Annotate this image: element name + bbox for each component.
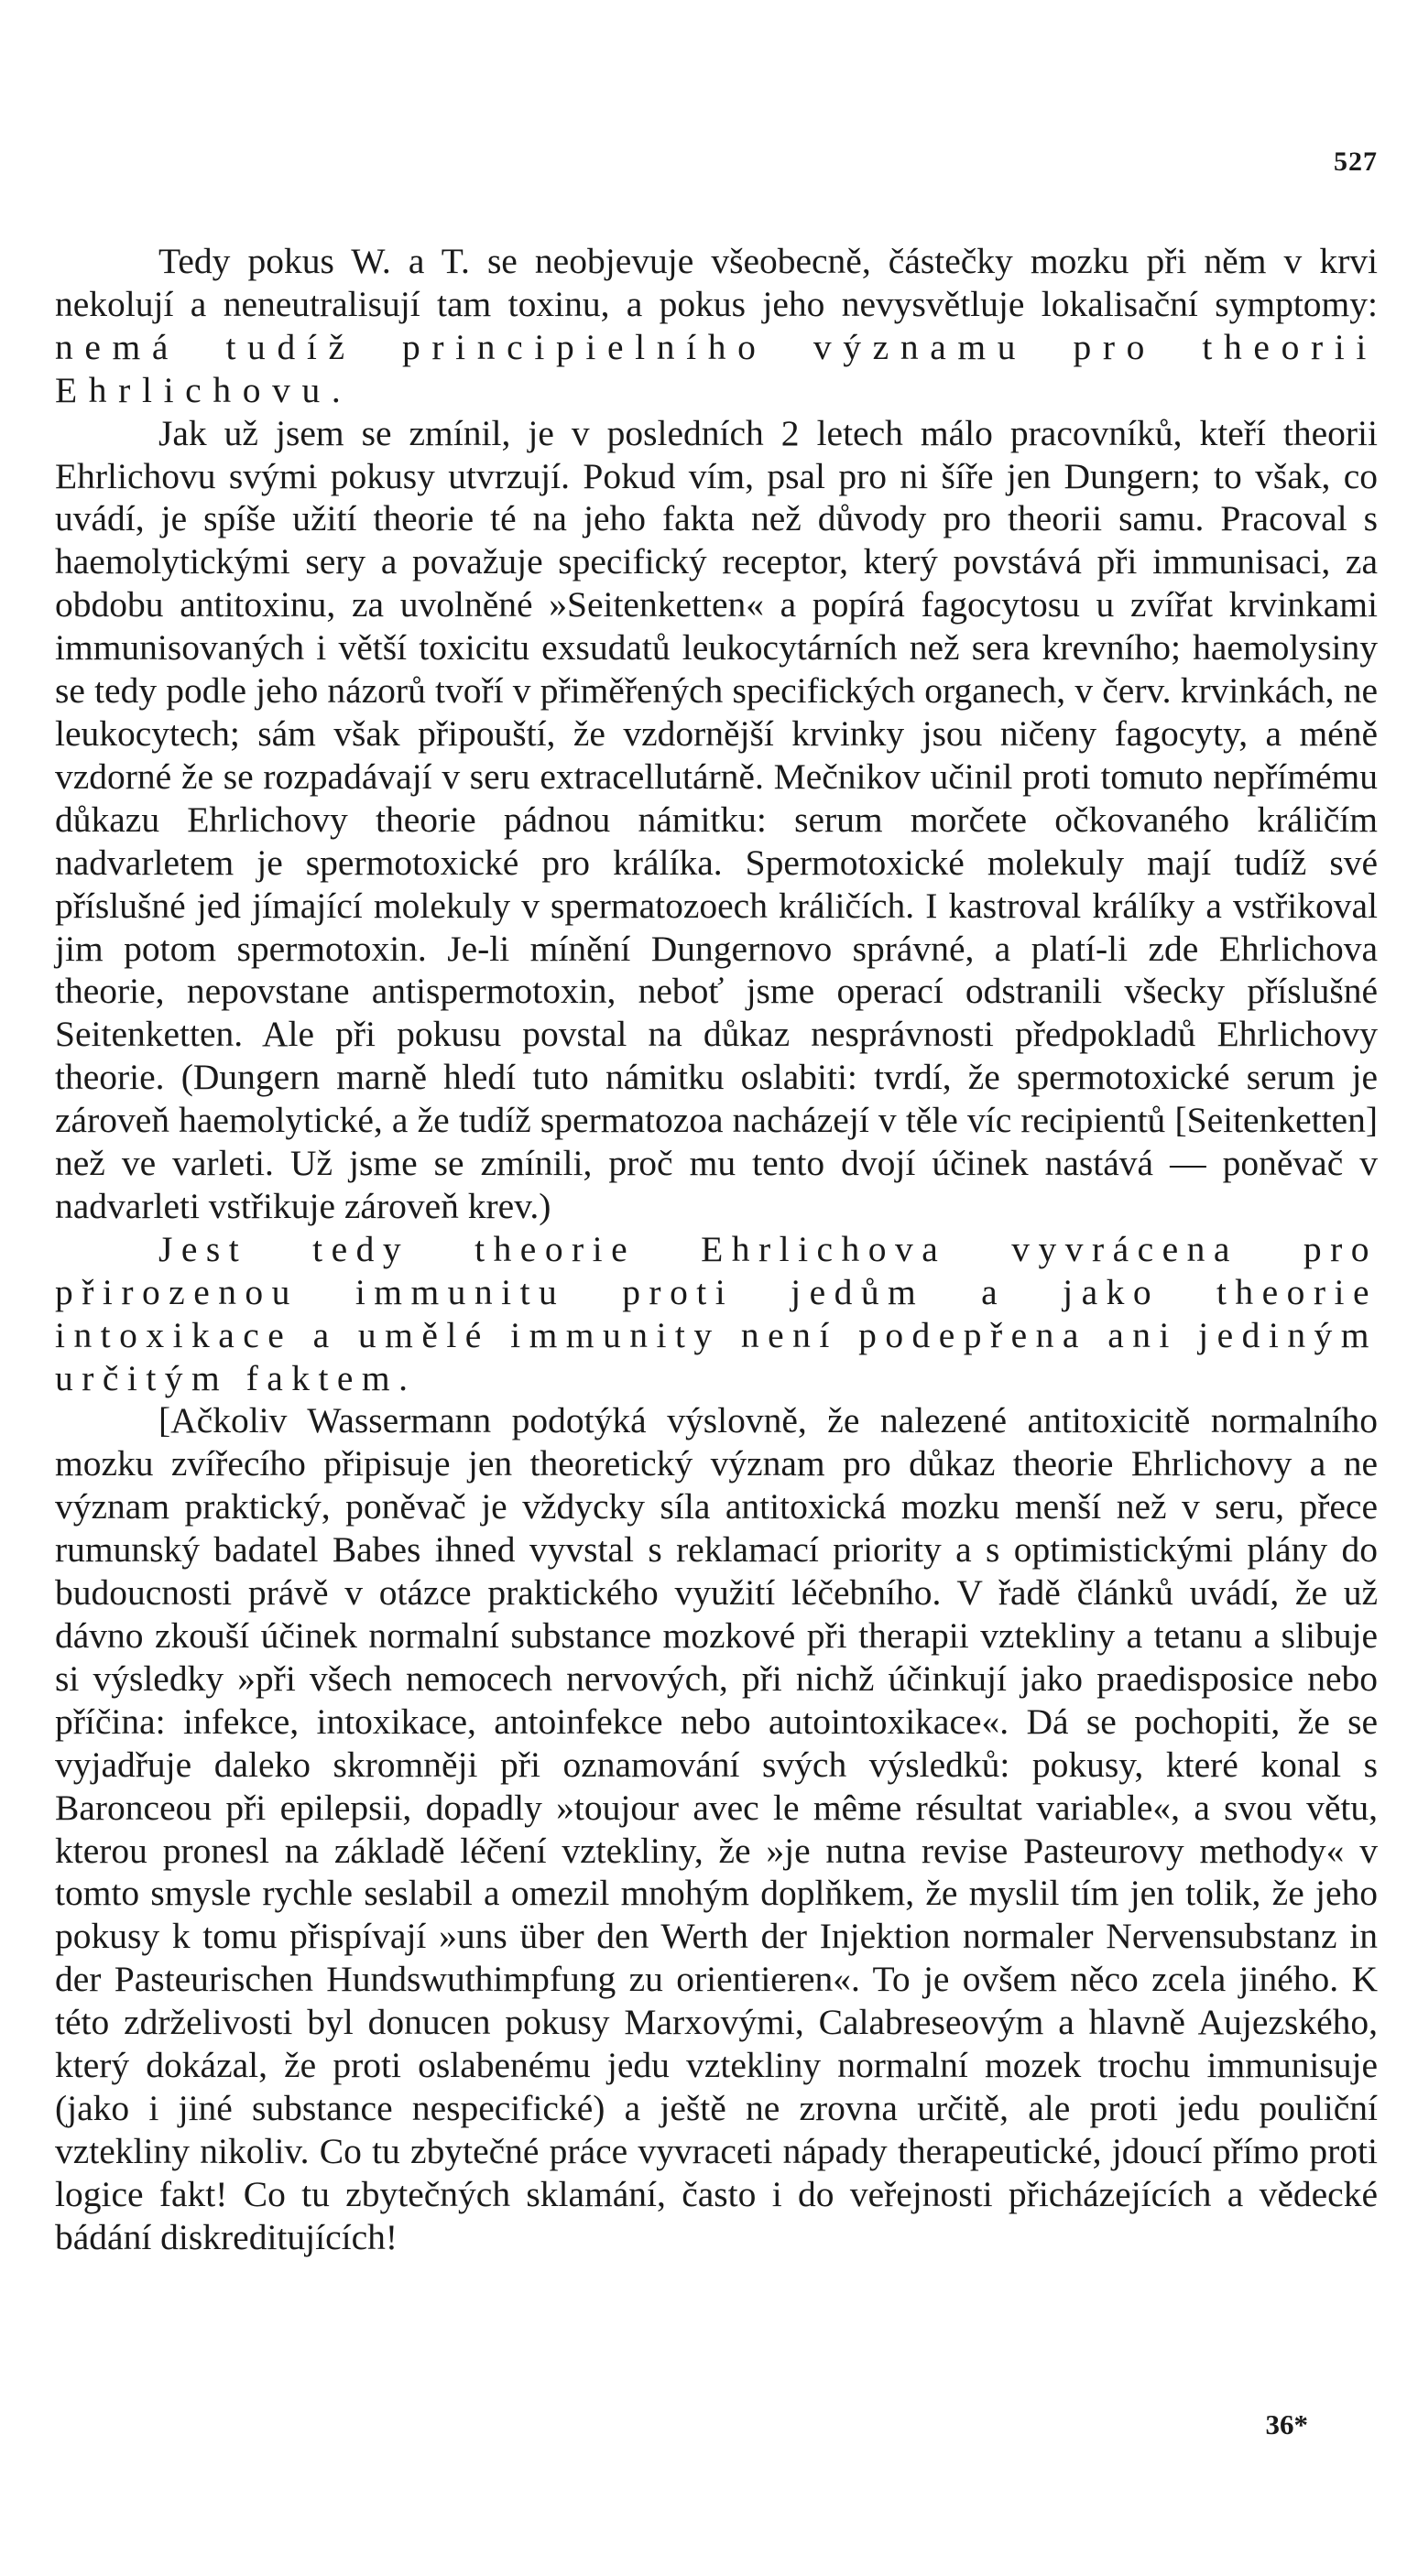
paragraph-4: [Ačkoliv Wassermann podotýká výslovně, že nalezené antitoxicitě normalního mozku zvířecího připisuje jen theoretický význam pro důkaz theorie Ehrlichovy a ne význam praktický, poněvač je vždycky síla antitoxická mozku menší než v seru, přece rumunský badatel Babes ihned vyvstal s reklamací priority a s optimistickými plány do budoucnosti právě v otázce praktického využití léčebního. V řadě článků uvádí, že už dávno zkouší účinek normalní substance mozkové při therapii vztekliny a tetanu a slibuje si výsledky »při všech nemocech nervových, při nichž účinkují jako praedisposice nebo příčina: infekce, intoxikace, antoinfekce nebo autointoxikace«. Dá se pochopiti, že se vyjadřuje daleko skromněji při oznamování svých výsledků: pokusy, které konal s Baronceou při epilepsii, dopadly »toujour avec le même résultat variable«, a svou větu, kterou pronesl na základě léčení vztekliny, že »je nutna revise Pasteurovy methody« v tomto smysle rychle seslabil a omezil mnohým doplňkem, že myslil tím jen tolik, že jeho pokusy k tomu přispívají »uns über den Werth der Injektion normaler Nervensubstanz in der Pasteurischen Hundswuthimpfung zu orientieren«. To je ovšem něco zcela jiného. K této zdrželivosti byl donucen pokusy Marxovými, Calabreseovým a hlavně Aujezského, který dokázal, že proti oslabenému jedu vztekliny normalní mozek trochu immunisuje (jako i jiné substance nespecifické) a ještě ne zrovna určitě, ale proti jedu pouliční vztekliny nikoliv. Co tu zbytečné práce vyvraceti nápady therapeutické, jdoucí přímo proti logice fakt! Co tu zbytečných sklamání, často i do veřejnosti přicházejících a vědecké bádání diskreditujících! (55, 1400, 1378, 2257)
paragraph-2: Jak už jsem se zmínil, je v posledních 2 letech málo pracovníků, kteří theorii Ehrlichovu svými pokusy utvrzují. Pokud vím, psal pro ni šíře jen Dungern; to však, co uvádí, je spíše užití theorie té na jeho fakta než důvody pro theorii samu. Pracoval s haemolytickými sery a považuje specifický receptor, který povstává při immunisaci, za obdobu antitoxinu, za uvolněné »Seitenketten« a popírá fagocytosu u zvířat krvinkami immunisovaných i větší toxicitu exsudatů leukocytárních než sera krevního; haemolysiny se tedy podle jeho názorů tvoří v přiměřených specifických organech, v červ. krvinkách, ne leukocytech; sám však připouští, že vzdornější krvinky jsou ničeny fagocyty, a méně vzdorné že se rozpadávají v seru extracellutárně. Mečnikov učinil proti tomuto nepřímému důkazu Ehrlichovy theorie pádnou námitku: serum morčete očkovaného králičím nadvarletem je spermotoxické pro králíka. Spermotoxické molekuly mají tudíž své příslušné jed jímající molekuly v spermatozoech králičích. I kastroval králíky a vstřikoval jim potom spermotoxin. Je-li mínění Dungernovo správné, a platí-li zde Ehrlichova theorie, nepovstane antispermotoxin, neboť jsme operací odstranili všecky příslušné Seitenketten. Ale při pokusu povstal na důkaz nesprávnosti předpokladů Ehrlichovy theorie. (Dungern marně hledí tuto námitku oslabiti: tvrdí, že spermotoxické serum je zároveň haemolytické, a že tudíž spermatozoa nacházejí v těle víc recipientů [Seitenketten] než ve varleti. Už jsme se zmínili, proč mu tento dvojí účinek nastává — poněvač v nadvarleti vstřikuje zároveň krev.) (55, 412, 1378, 1226)
paragraph-1-emphasis: nemá tudíž principielního významu pro theorii Ehrlichovu. (55, 326, 1378, 410)
paragraph-1-text: Tedy pokus W. a T. se neobjevuje všeobecně, částečky mozku při něm v krvi nekolují a neneutralisují tam toxinu, a pokus jeho nevysvětluje lokalisační symptomy: (55, 241, 1378, 324)
page-number: 527 (1334, 147, 1378, 177)
paragraph-1 (55, 240, 1378, 412)
signature-mark: 36* (1265, 2408, 1308, 2440)
body-text (55, 240, 1378, 2259)
paragraph-3-emphasis: Jest tedy theorie Ehrlichova vyvrácena pro přirozenou immunitu proti jedům a jako theorie intoxikace a umělé immunity není podepřena ani jediným určitým faktem. (55, 1228, 1378, 1398)
